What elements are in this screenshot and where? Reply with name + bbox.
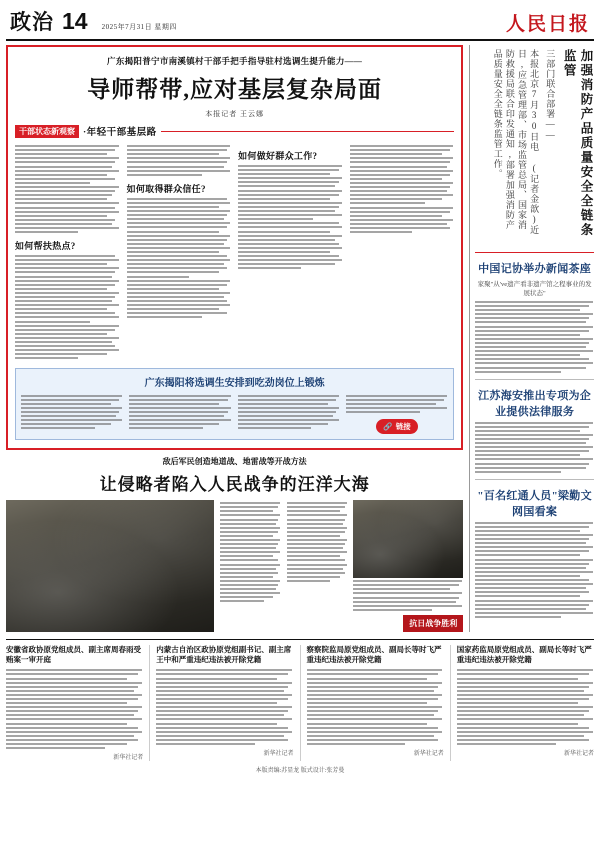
hero-body-text [350,207,455,234]
hero-columns [15,143,454,362]
feature-caption-text [353,580,463,611]
hero-lead-text [127,145,232,176]
link-button-label: 链接 [395,422,411,432]
bottom-headline: 安徽省政协原党组成员、副主席周春雨受贿案一审开庭 [6,645,141,665]
bottom-text [307,669,444,745]
rail-vertical-main: 加强消防产品质量安全全链条监管 [562,49,593,238]
hero-article [6,45,463,450]
feature-photo-side [353,500,463,632]
hero-body-text [127,198,232,278]
feature-article [6,456,463,632]
hero-body-text [238,222,343,269]
publication-logo: 人民日报 [505,14,590,35]
bottom-column[interactable] [300,645,444,761]
rail-divider [475,379,594,380]
hero-box-text [238,393,340,435]
main-column [6,45,463,632]
publish-date: 2025年7月31日 星期四 [101,23,177,31]
hero-box-text [21,393,123,435]
rail-item[interactable] [475,260,594,373]
masthead-left [10,6,177,36]
hero-body-text [15,186,120,233]
bottom-headline: 内蒙古自治区政协原党组副书记、副主席王中和严重违纪违法被开除党籍 [156,645,292,665]
anniversary-stamp: 抗日战争胜利 [403,615,463,632]
bottom-column[interactable] [450,645,594,761]
hero-col-2 [127,143,232,362]
bottom-byline: 新华社记者 [113,755,144,762]
rail-item-sub: 家聚"从've遗产看非遗产馆之程事业的发展状态" [477,281,592,297]
hero-tag-label: 干部状态新观察 [15,125,79,138]
page-credit: 本版责编:苏显龙 版式设计:张芳曼 [255,768,345,775]
hero-box-body [21,393,448,435]
page-number: 14 [62,8,88,34]
hero-box-link-col [346,393,448,435]
masthead [6,0,594,41]
feature-title: 让侵略者陷入人民战争的汪洋大海 [99,475,370,495]
hero-body-text [15,255,120,323]
bottom-column[interactable] [149,645,293,761]
rail-item[interactable] [475,487,594,618]
rail-item-text [475,522,594,618]
hero-tag-rule [161,131,455,132]
hero-kicker: 广东揭阳普宁市南溪镇村干部手把手指导驻村选调生提升能力—— [107,56,363,66]
bottom-byline: 新华社记者 [413,751,444,757]
hero-subhead: 如何取得群众信任? [126,183,206,194]
hero-box-text [129,393,231,435]
feature-stamp-row [353,615,463,632]
bottom-text [457,669,594,745]
hero-body-text [15,145,120,184]
rail-item-text [475,422,594,473]
bottom-column[interactable] [6,645,143,761]
hero-byline: 本报记者 王云娜 [205,110,264,118]
rail-vertical-note: 本报北京7月30日电 (记者金歆)近日,应急管理部、市场监管总局、国家消防救援局联合印发通知,部署加强消防产品质量安全全链条监管工作。 [492,49,540,235]
photo-image [6,500,214,632]
link-button[interactable] [376,419,417,434]
bottom-byline: 新华社记者 [563,751,594,757]
bottom-strip [6,639,594,761]
rail-item-title: "百名红通人员"梁勤文网国看案 [477,489,592,518]
rail-item-text [475,301,594,373]
hero-body-text [127,280,232,319]
feature-text [287,500,348,632]
hero-tag-bar [15,124,454,138]
bottom-text [6,669,143,749]
rail-item-title: 中国记协举办新闻茶座 [478,263,592,275]
rail-divider [475,479,594,480]
rail-vertical-headline [475,45,594,246]
hero-subhead: 如何做好群众工作? [238,151,318,161]
bottom-text [156,669,293,745]
bottom-byline: 新华社记者 [263,751,294,757]
hero-box-text [346,395,448,413]
hero-col-4 [350,143,455,362]
rail-item-title: 江苏海安推出专项为企业提供法律服务 [478,389,592,418]
hero-body-text [350,145,455,204]
rail-divider [475,252,594,253]
hero-col-3 [238,143,343,362]
rail-vertical-kicker: 三部门联合部署—— [545,49,556,141]
link-icon: 🔗 [383,422,393,432]
hero-title: 导师帮带,应对基层复杂局面 [87,77,382,102]
right-rail [469,45,594,632]
bottom-headline: 察察院监局原党组成员、副局长等时飞严重违纪违法被开除党籍 [306,645,442,665]
feature-kicker: 敌后军民创造地道战、地雷战等开战方法 [162,457,307,467]
hero-col-1 [15,143,120,362]
photo-image [353,500,463,578]
rail-item[interactable] [475,387,594,473]
hero-body-text [15,325,120,360]
hero-subhead: 如何帮扶热点? [15,241,76,252]
bottom-headline: 国家药监局原党组成员、副局长等时飞严重违纪违法被开除党籍 [456,645,592,665]
hero-box-title: 广东揭阳将选调生安排到吃劲岗位上锻炼 [144,377,325,389]
hero-linked-box [15,368,454,441]
hero-link-wrap [346,415,448,434]
feature-photo-main [6,500,214,632]
hero-body-text [238,165,343,220]
page-grid [6,45,594,632]
feature-body [6,500,463,632]
hero-tag-text: ·年轻干部基层路 [83,128,157,138]
feature-text [220,500,281,632]
section-title: 政治 [10,10,54,34]
